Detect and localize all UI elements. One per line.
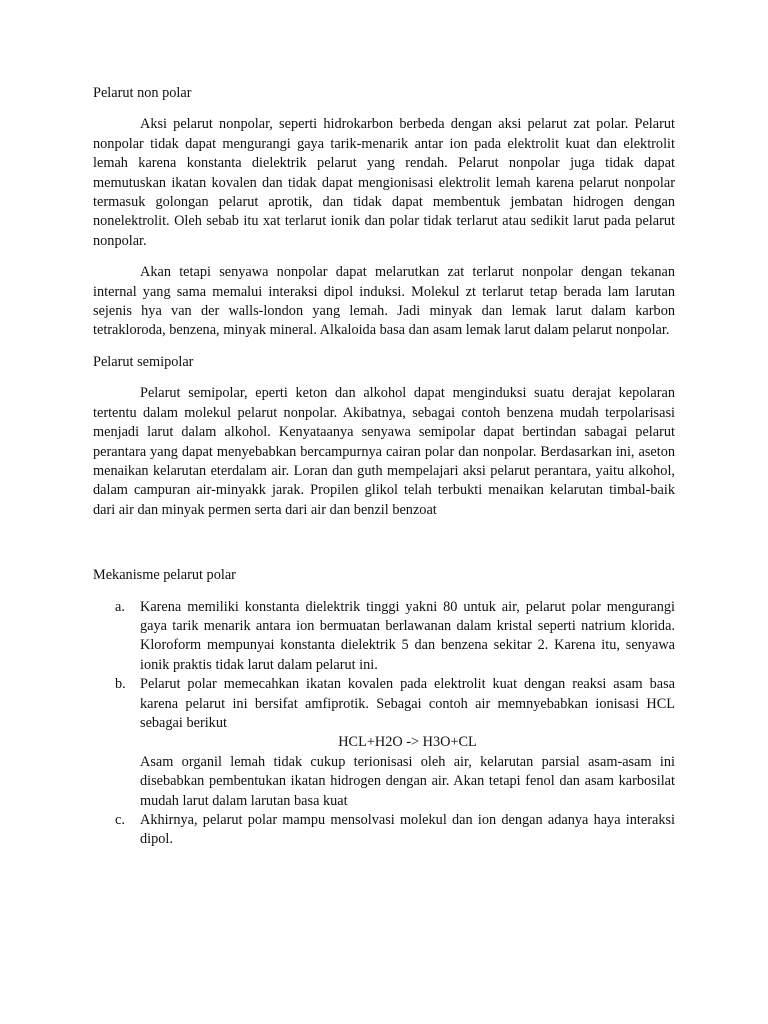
list-item-text: Karena memiliki konstanta dielektrik tinggi yakni 80 untuk air, pelarut polar mengurangi gaya tarik menarik antara ion bermuatan berlawanan dalam kristal seperti natrium klorida. Kloroform mempunyai konstanta dielektrik 5 dan benzena sekitar 2. Karena itu, senyawa ionik praktis tidak larut dalam pelarut ini. [140, 598, 675, 673]
list-item-text: Pelarut polar memecahkan ikatan kovalen pada elektrolit kuat dengan reaksi asam basa karena pelarut ini bersifat amfiprotik. Sebagai contoh air memnyebabkan ionisasi HCL sebagai berikut [140, 676, 675, 731]
section-heading-semipolar: Pelarut semipolar [93, 353, 194, 370]
paragraph-nonpolar-2: Akan tetapi senyawa nonpolar dapat melarutkan zat terlarut nonpolar dengan tekanan internal yang sama memalui interaksi dipol induksi. Molekul zt terlarut tetap berada lam larutan sejenis hya van der walls-london yang lemah. Jadi minyak dan lemak larut dalam karbon tetrakloroda, benzena, minyak mineral. Alkaloida basa dan asam lemak larut dalam pelarut nonpolar. [93, 264, 675, 339]
list-marker: a. [115, 598, 125, 615]
list-item [93, 598, 675, 676]
list-item-followup-text: Asam organil lemah tidak cukup terionisasi oleh air, kelarutan parsial asam-asam ini disebabkan pembentukan ikatan hidrogen dengan air. Akan tetapi fenol dan asam karbosilat mudah larut dalam larutan basa kuat [140, 753, 675, 809]
paragraph-semipolar-1: Pelarut semipolar, eperti keton dan alkohol dapat menginduksi suatu derajat kepolaran tertentu dalam molekul pelarut nonpolar. Akibatnya, sebagai contoh benzena mudah terpolarisasi menjadi larut dalam alkohol. Kenyataanya senyawa semipolar dapat bertindan sabagai pelarut perantara yang dapat menyebabkan bercampurnya cairan polar dan nonpolar. Berdasarkan ini, aseton menaikan kelarutan eterdalam air. Loran dan guth mempelajari aksi pelarut perantara, yaitu alkohol, dalam campuran air-minyakk jarak. Propilen glikol telah terbukti menaikan kelarutan timbal-baik dari air dan minyak permen serta dari air dan benzil benzoat [93, 385, 675, 518]
vertical-spacer [93, 532, 675, 566]
list-marker: c. [115, 812, 125, 828]
mechanism-list [93, 598, 675, 850]
section-heading-mechanism: Mekanisme pelarut polar [93, 567, 236, 584]
section-heading-nonpolar: Pelarut non polar [93, 85, 192, 101]
paragraph-nonpolar-1: Aksi pelarut nonpolar, seperti hidrokarbon berbeda dengan aksi pelarut zat polar. Pelarut nonpolar tidak dapat mengurangi gaya tarik-menarik antar ion pada elektrolit kuat dan elektrolit lemah karena konstanta dielektrik pelarut yang rendah. Pelarut nonpolar juga tidak dapat memutuskan ikatan kovalen dan tidak dapat mengionisasi elektrolit lemah karena pelarut nonpolar termasuk golongan pelarut aprotik, dan tidak dapat membentuk jembatan hidrogen dengan nonelektrolit. Oleh sebab itu xat terlarut ionik dan polar tidak terlarut atau sedikit larut pada pelarut nonpolar. [93, 116, 675, 249]
chemical-equation: HCL+H2O -> H3O+CL [338, 734, 477, 751]
list-item-text: Akhirnya, pelarut polar mampu mensolvasi molekul dan ion dengan adanya haya interaksi dipol. [140, 812, 675, 848]
list-item [93, 811, 675, 850]
list-item [93, 675, 675, 811]
list-marker: b. [115, 676, 126, 693]
